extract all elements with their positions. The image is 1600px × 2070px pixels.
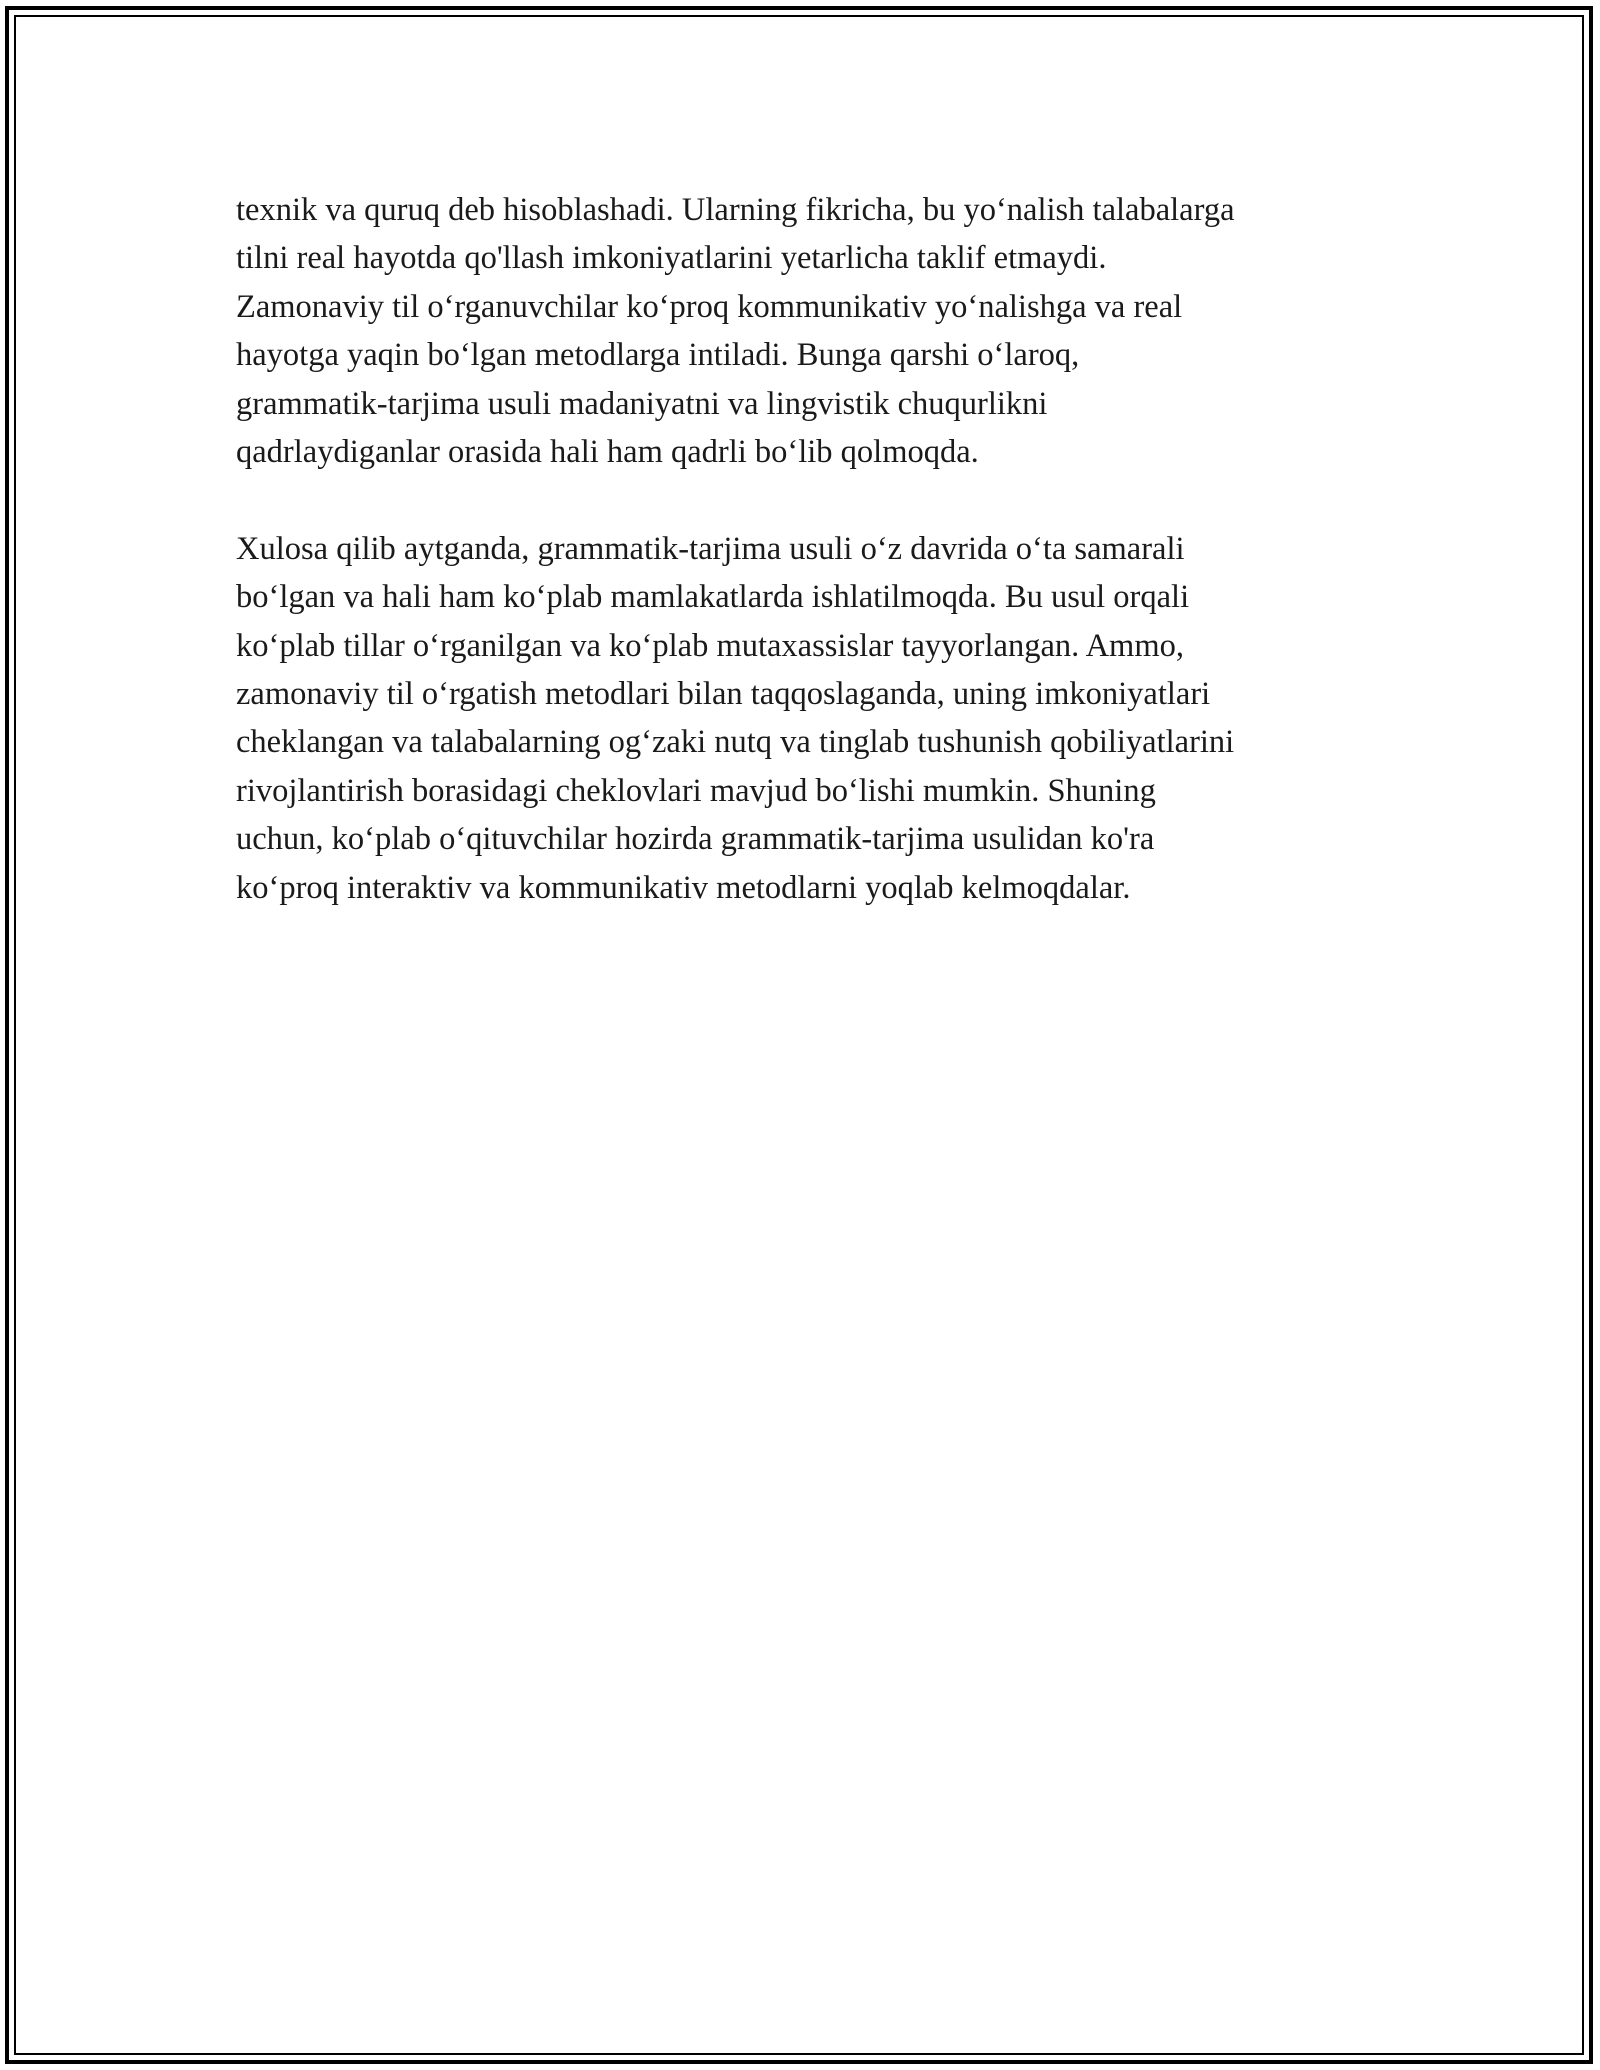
paragraph-line: grammatik-tarjima usuli madaniyatni va lingvistik chuqurlikni (236, 385, 1048, 422)
paragraph-line: zamonaviy til o‘rgatish metodlari bilan taqqoslaganda, uning imkoniyatlari (236, 676, 1211, 713)
paragraph-line: uchun, ko‘plab o‘qituvchilar hozirda grammatik-tarjima usulidan ko'ra (236, 821, 1155, 858)
document-body (236, 186, 1396, 912)
paragraph-line: cheklangan va talabalarning og‘zaki nutq va tinglab tushunish qobiliyatlarini (236, 724, 1235, 761)
paragraph-line: bo‘lgan va hali ham ko‘plab mamlakatlarda ishlatilmoqda. Bu usul orqali (236, 579, 1190, 616)
paragraph-line: Zamonaviy til o‘rganuvchilar ko‘proq kommunikativ yo‘nalishga va real (236, 288, 1183, 325)
paragraph-line: hayotga yaqin bo‘lgan metodlarga intiladi. Bunga qarshi o‘laroq, (236, 337, 1080, 374)
paragraph-2 (236, 525, 1396, 912)
paragraph-line: Xulosa qilib aytganda, grammatik-tarjima usuli o‘z davrida o‘ta samarali (236, 530, 1185, 567)
paragraph-line: tilni real hayotda qo'llash imkoniyatlarini yetarlicha taklif etmaydi. (236, 240, 1107, 277)
paragraph-1 (236, 186, 1396, 476)
paragraph-line: qadrlaydiganlar orasida hali ham qadrli bo‘lib qolmoqda. (236, 434, 979, 471)
paragraph-line: rivojlantirish borasidagi cheklovlari mavjud bo‘lishi mumkin. Shuning (236, 772, 1156, 809)
paragraph-line: texnik va quruq deb hisoblashadi. Ularning fikricha, bu yo‘nalish talabalarga (236, 192, 1235, 228)
paragraph-line: ko‘proq interaktiv va kommunikativ metodlarni yoqlab kelmoqdalar. (236, 869, 1131, 906)
paragraph-line: ko‘plab tillar o‘rganilgan va ko‘plab mutaxassislar tayyorlangan. Ammo, (236, 627, 1184, 664)
